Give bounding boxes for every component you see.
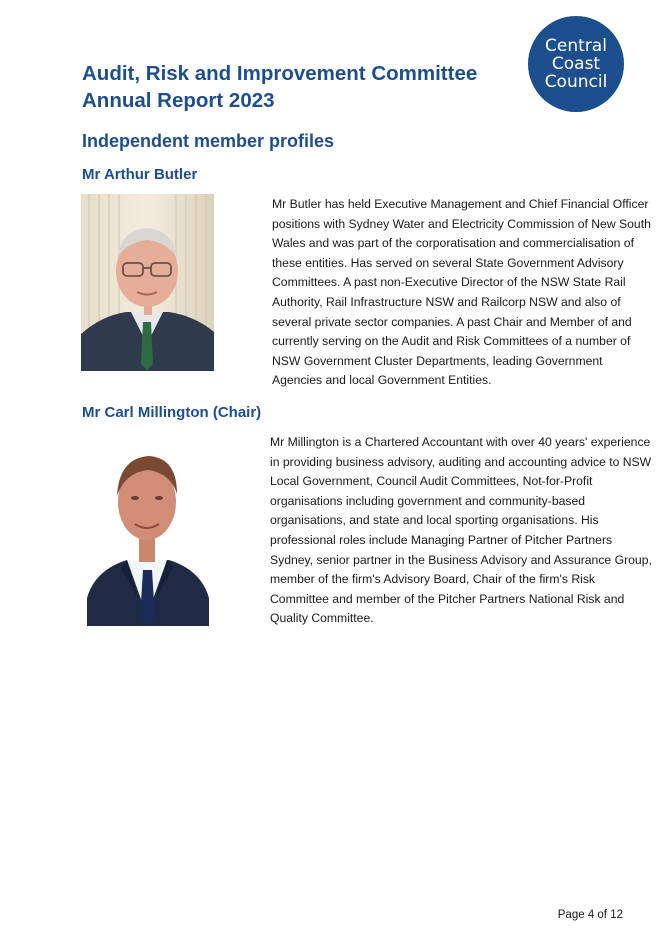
portrait-image	[81, 194, 214, 371]
report-title-line-2: Annual Report 2023	[82, 89, 275, 112]
report-title-line-1: Audit, Risk and Improvement Committee	[82, 62, 478, 85]
council-logo	[528, 16, 624, 112]
page-number: Page 4 of 12	[557, 909, 623, 921]
logo-text-line-3: Council	[544, 72, 608, 92]
member-photo-butler	[81, 194, 214, 371]
logo-text-line-1: Central	[545, 36, 607, 56]
logo-text-line-2: Coast	[551, 54, 601, 74]
member-name-butler: Mr Arthur Butler	[82, 166, 198, 183]
member-bio-millington: Mr Millington is a Chartered Accountant with over 40 years' experience in providing business advisory, auditing and accounting advice to NSW Local Government, Council Audit Committees, Not-for-Profit organisations including government and community-based organisations, and state and local sporting organisations. His professional roles include Managing Partner of Pitcher Partners Sydney, senior partner in the Business Advisory and Assurance Group, member of the firm's Advisory Board, Chair of the firm's Risk Committee and member of the Pitcher Partners National Risk and Quality Committee.	[270, 435, 652, 626]
member-name-millington: Mr Carl Millington (Chair)	[82, 404, 262, 421]
member-bio-butler: Mr Butler has held Executive Management and Chief Financial Officer positions with Sydney Water and Electricity Commission of New South Wales and was part of the corporatisation and commercialisation of these entities. Has served on several State Government Advisory Committees. A past non-Executive Director of the NSW State Rail Authority, Rail Infrastructure NSW and Railcorp NSW and also of several private sector companies. A past Chair and Member of and currently serving on the Audit and Risk Committees of a number of NSW Government Cluster Departments, leading Government Agencies and local Government Entities.	[272, 197, 651, 388]
portrait-image	[81, 440, 214, 626]
member-photo-millington	[81, 440, 214, 626]
report-title	[82, 60, 477, 114]
section-heading: Independent member profiles	[82, 131, 335, 151]
